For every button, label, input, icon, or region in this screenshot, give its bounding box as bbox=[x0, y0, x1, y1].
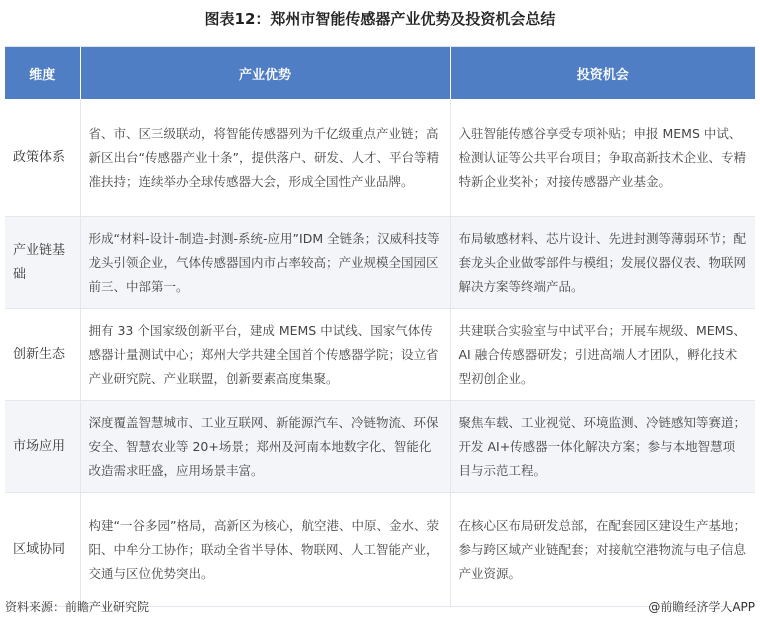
column-header-dimension: 维度 bbox=[5, 47, 80, 99]
summary-table-container bbox=[5, 46, 755, 607]
row-advantage: 省、市、区三级联动，将智能传感器列为千亿级重点产业链；高新区出台“传感器产业十条”，提供落户、研发、人才、平台等精准扶持；连续举办全球传感器大会，形成全国性产业品牌。 bbox=[80, 99, 450, 217]
row-opportunity: 布局敏感材料、芯片设计、先进封测等薄弱环节；配套龙头企业做零部件与模组；发展仪器仪表、物联网解决方案等终端产品。 bbox=[450, 217, 755, 309]
table-row bbox=[5, 493, 755, 607]
brand-credit: @前瞻经济学人APP bbox=[648, 600, 755, 614]
row-opportunity: 聚焦车载、工业视觉、环境监测、冷链感知等赛道；开发 AI+传感器一体化解决方案；参与本地智慧项目与示范工程。 bbox=[450, 401, 755, 493]
row-opportunity: 入驻智能传感谷享受专项补贴；申报 MEMS 中试、检测认证等公共平台项目；争取高新技术企业、专精特新企业奖补；对接传感器产业基金。 bbox=[450, 99, 755, 217]
table-row bbox=[5, 309, 755, 401]
row-advantage: 构建“一谷多园”格局，高新区为核心，航空港、中原、金水、荥阳、中牟分工协作；联动全省半导体、物联网、人工智能产业，交通与区位优势突出。 bbox=[80, 493, 450, 607]
source-note: 资料来源：前瞻产业研究院 bbox=[5, 600, 150, 614]
table-row bbox=[5, 401, 755, 493]
column-header-opportunity: 投资机会 bbox=[450, 47, 755, 99]
row-opportunity: 在核心区布局研发总部，在配套园区建设生产基地；参与跨区域产业链配套；对接航空港物流与电子信息产业资源。 bbox=[450, 493, 755, 607]
row-advantage: 深度覆盖智慧城市、工业互联网、新能源汽车、冷链物流、环保安全、智慧农业等 20+场景；郑州及河南本地数字化、智能化改造需求旺盛，应用场景丰富。 bbox=[80, 401, 450, 493]
row-dimension: 创新生态 bbox=[5, 309, 80, 401]
summary-table bbox=[5, 47, 755, 607]
table-row bbox=[5, 217, 755, 309]
column-header-advantage: 产业优势 bbox=[80, 47, 450, 99]
row-advantage: 形成“材料-设计-制造-封测-系统-应用”IDM 全链条；汉威科技等龙头引领企业，气体传感器国内市占率较高；产业规模全国园区前三、中部第一。 bbox=[80, 217, 450, 309]
table-header-row bbox=[5, 47, 755, 99]
table-row bbox=[5, 99, 755, 217]
row-opportunity: 共建联合实验室与中试平台；开展车规级、MEMS、AI 融合传感器研发；引进高端人才团队，孵化技术型初创企业。 bbox=[450, 309, 755, 401]
row-dimension: 市场应用 bbox=[5, 401, 80, 493]
row-dimension: 产业链基础 bbox=[5, 217, 80, 309]
row-advantage: 拥有 33 个国家级创新平台，建成 MEMS 中试线、国家气体传感器计量测试中心；郑州大学共建全国首个传感器学院；设立省产业研究院、产业联盟，创新要素高度集聚。 bbox=[80, 309, 450, 401]
page-title: 图表12：郑州市智能传感器产业优势及投资机会总结 bbox=[204, 10, 556, 28]
row-dimension: 政策体系 bbox=[5, 99, 80, 217]
row-dimension: 区域协同 bbox=[5, 493, 80, 607]
